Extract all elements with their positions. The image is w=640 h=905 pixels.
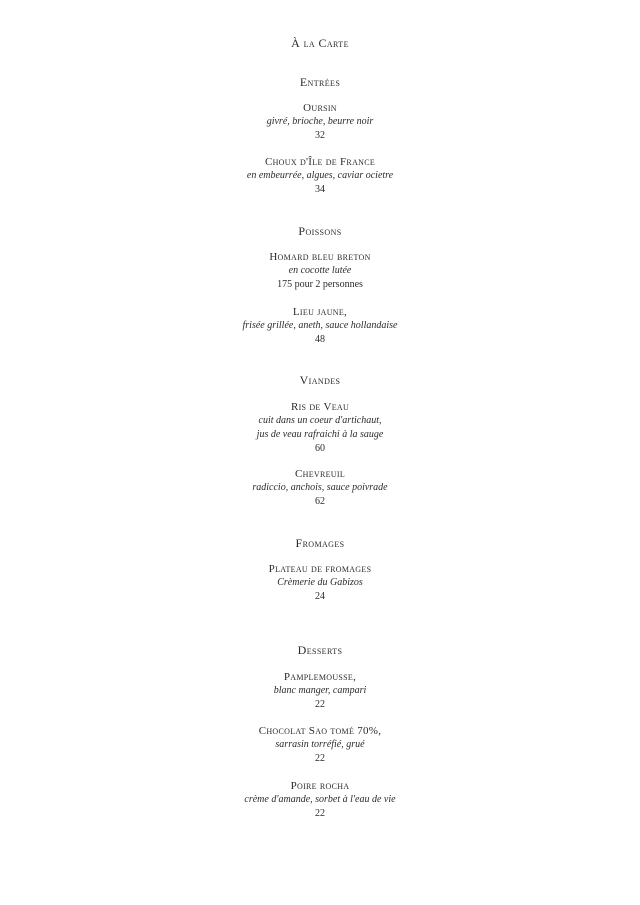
- item-name: Lieu jaune,: [292, 306, 348, 318]
- item-name: Chevreuil: [294, 468, 346, 480]
- item-price: 60: [315, 443, 325, 454]
- item-description: blanc manger, campari: [273, 685, 367, 696]
- item-price: 62: [315, 496, 325, 507]
- item-price: 22: [315, 808, 325, 819]
- menu-item: [0, 155, 640, 197]
- menu-item: [0, 305, 640, 347]
- menu-item: [0, 670, 640, 712]
- section-title-poissons: Poissons: [298, 224, 342, 238]
- menu-title: À la Carte: [291, 36, 349, 50]
- section-title-entrees: Entrées: [299, 75, 341, 89]
- item-description: crème d'amande, sorbet à l'eau de vie: [244, 794, 396, 805]
- item-description: radiccio, anchois, sauce poivrade: [252, 482, 388, 493]
- item-description: jus de veau rafraichi à la sauge: [256, 429, 384, 440]
- menu-item: [0, 101, 640, 143]
- menu-item: [0, 400, 640, 456]
- menu-item: [0, 562, 640, 604]
- item-description: en cocotte lutée: [288, 265, 352, 276]
- item-name: Choux d'Île de France: [264, 156, 376, 168]
- item-description: cuit dans un coeur d'artichaut,: [258, 415, 382, 426]
- item-price: 22: [315, 699, 325, 710]
- section-title-viandes: Viandes: [299, 373, 341, 387]
- section-title-desserts: Desserts: [297, 643, 343, 657]
- item-price: 32: [315, 130, 325, 141]
- item-price: 48: [315, 334, 325, 345]
- item-price: 24: [315, 591, 325, 602]
- item-name: Oursin: [303, 102, 337, 114]
- item-description: en embeurrée, algues, caviar ocietre: [246, 170, 394, 181]
- item-name: Ris de Veau: [290, 401, 350, 413]
- item-price: 175 pour 2 personnes: [277, 279, 363, 290]
- item-name: Plateau de fromages: [268, 563, 372, 575]
- item-description: frisée grillée, aneth, sauce hollandaise: [242, 320, 398, 331]
- item-description: sarrasin torréfié, grué: [275, 739, 365, 750]
- menu-item: [0, 250, 640, 292]
- menu-item: [0, 467, 640, 509]
- item-name: Chocolat Sao tomé 70%,: [258, 725, 382, 737]
- menu-item: [0, 779, 640, 821]
- item-price: 22: [315, 753, 325, 764]
- item-description: Crèmerie du Gabizos: [277, 577, 363, 588]
- item-name: Homard bleu breton: [269, 251, 371, 263]
- item-price: 34: [315, 184, 325, 195]
- item-name: Poire rocha: [290, 780, 350, 792]
- menu-item: [0, 724, 640, 766]
- item-description: givré, brioche, beurre noir: [266, 116, 374, 127]
- section-title-fromages: Fromages: [295, 536, 345, 550]
- item-name: Pamplemousse,: [283, 671, 357, 683]
